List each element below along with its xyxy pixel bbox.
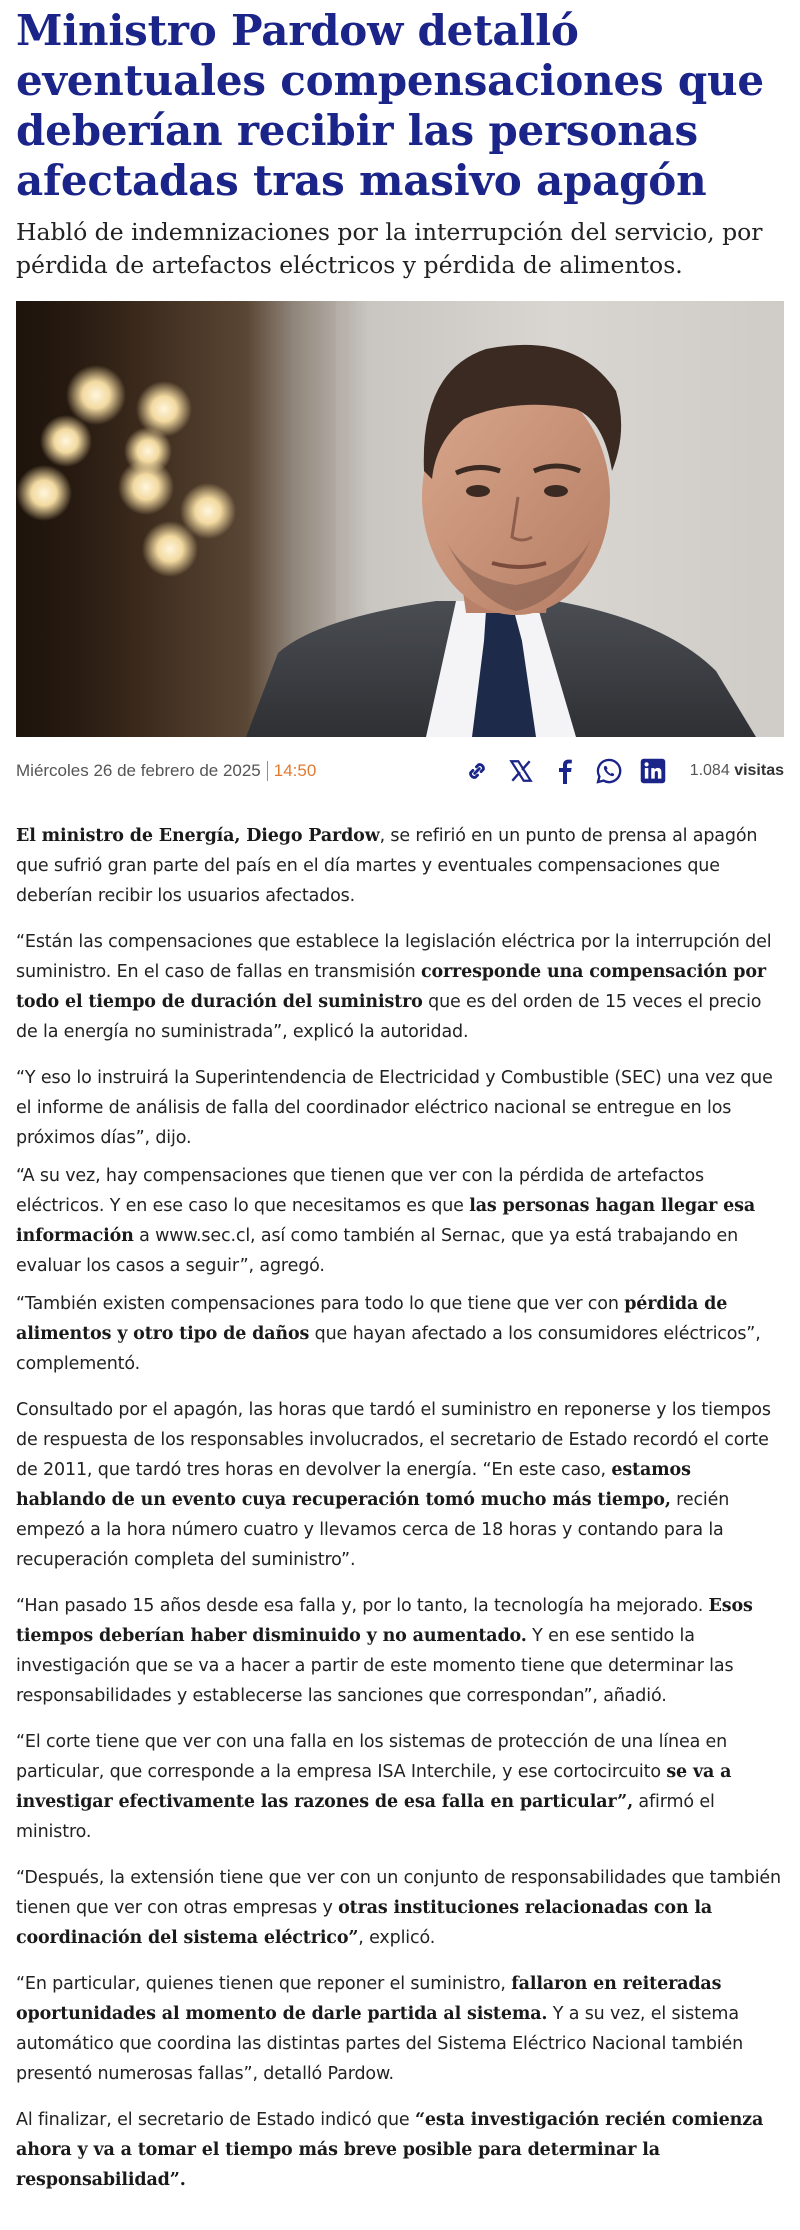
paragraph-text: “En particular, quienes tienen que reponer el suministro, [16, 1974, 512, 1994]
emphasized-text: corresponde una compensación por todo el tiempo de duración del suministro [16, 962, 766, 1012]
paragraph-text: Y en ese sentido la investigación que se va a hacer a partir de este momento tiene que determinar las responsabilidades y establecerse las sanciones que correspondan”, añadió. [16, 1626, 734, 1706]
link-icon[interactable] [462, 756, 492, 786]
emphasized-text: fallaron en reiteradas oportunidades al momento de darle partida al sistema. [16, 1974, 722, 2024]
article-paragraph [16, 1969, 784, 2089]
article-paragraph [16, 1863, 784, 1953]
emphasized-text: El ministro de Energía, Diego Pardow [16, 826, 380, 846]
portrait-illustration [16, 301, 784, 737]
article-body [16, 821, 784, 2195]
whatsapp-icon[interactable] [594, 756, 624, 786]
emphasized-text: otras instituciones relacionadas con la coordinación del sistema eléctrico” [16, 1898, 713, 1948]
paragraph-text: “Y eso lo instruirá la Superintendencia de Electricidad y Combustible (SEC) una vez que el informe de análisis de falla del coordinador eléctrico nacional se entregue en los próximos días”, dijo. [16, 1068, 773, 1148]
publish-time: 14:50 [273, 761, 317, 780]
article-paragraph [16, 821, 784, 911]
visit-label: visitas [734, 762, 784, 779]
article-meta-bar [16, 751, 784, 791]
paragraph-text: recién empezó a la hora número cuatro y llevamos cerca de 18 horas y contando para la recuperación completa del suministro”. [16, 1490, 730, 1570]
visit-counter [690, 762, 784, 780]
emphasized-text: “esta investigación recién comienza ahora y va a tomar el tiempo más breve posible para determinar la responsabilidad”. [16, 2110, 764, 2190]
article-paragraph [16, 1591, 784, 1711]
date-time-divider [267, 761, 268, 781]
hero-photo [16, 301, 784, 737]
paragraph-text: “También existen compensaciones para todo lo que tiene que ver con [16, 1294, 625, 1314]
article-paragraph [16, 1161, 784, 1281]
emphasized-text: se va a investigar efectivamente las razones de esa falla en particular”, [16, 1762, 732, 1812]
emphasized-text: pérdida de alimentos y otro tipo de daños [16, 1294, 728, 1344]
paragraph-text: “Están las compensaciones que establece la legislación eléctrica por la interrupción del suministro. En el caso de fallas en transmisión [16, 932, 772, 982]
article-headline: Ministro Pardow detalló eventuales compensaciones que deberían recibir las personas afectadas tras masivo apagón [16, 6, 764, 205]
paragraph-text: a www.sec.cl, así como también al Sernac, que ya está trabajando en evaluar los casos a seguir”, agregó. [16, 1226, 739, 1276]
paragraph-text: “El corte tiene que ver con una falla en los sistemas de protección de una línea en particular, que corresponde a la empresa ISA Interchile, y ese cortocircuito [16, 1732, 728, 1782]
article-paragraph [16, 1063, 784, 1153]
article-paragraph [16, 1395, 784, 1575]
paragraph-text: Consultado por el apagón, las horas que tardó el suministro en reponerse y los tiempos de respuesta de los responsables involucrados, el secretario de Estado recordó el corte de 2011, que tardó tres horas en devolver la energía. “En este caso, [16, 1400, 771, 1480]
article-subheadline: Habló de indemnizaciones por la interrupción del servicio, por pérdida de artefactos eléctricos y pérdida de alimentos. [16, 218, 763, 279]
emphasized-text: estamos hablando de un evento cuya recuperación tomó mucho más tiempo, [16, 1460, 691, 1510]
x-icon[interactable] [506, 756, 536, 786]
paragraph-text: que hayan afectado a los consumidores eléctricos”, complementó. [16, 1324, 761, 1374]
paragraph-text: “A su vez, hay compensaciones que tienen que ver con la pérdida de artefactos eléctricos. Y en ese caso lo que necesitamos es que [16, 1166, 705, 1216]
paragraph-text: “Han pasado 15 años desde esa falla y, por lo tanto, la tecnología ha mejorado. [16, 1596, 709, 1616]
emphasized-text: Esos tiempos deberían haber disminuido y no aumentado. [16, 1596, 753, 1646]
article-paragraph [16, 2105, 784, 2195]
article-paragraph [16, 927, 784, 1047]
article-paragraph [16, 1289, 784, 1379]
paragraph-text: , se refirió en un punto de prensa al apagón que sufrió gran parte del país en el día martes y eventuales compensaciones que deberían recibir los usuarios afectados. [16, 826, 758, 906]
paragraph-text: que es del orden de 15 veces el precio de la energía no suministrada”, explicó la autoridad. [16, 992, 762, 1042]
publish-date: Miércoles 26 de febrero de 2025 [16, 761, 261, 780]
linkedin-icon[interactable] [638, 756, 668, 786]
visit-count: 1.084 [689, 762, 730, 779]
paragraph-text: Y a su vez, el sistema automático que coordina las distintas partes del Sistema Eléctrico Nacional también presentó numerosas fallas”, detalló Pardow. [16, 2004, 744, 2084]
paragraph-text: , explicó. [358, 1928, 436, 1948]
paragraph-text: afirmó el ministro. [16, 1792, 715, 1842]
facebook-icon[interactable] [550, 756, 580, 786]
emphasized-text: las personas hagan llegar esa información [16, 1196, 756, 1246]
article-paragraph [16, 1727, 784, 1847]
paragraph-text: “Después, la extensión tiene que ver con un conjunto de responsabilidades que también tienen que ver con otras empresas y [16, 1868, 781, 1918]
share-bar [462, 756, 668, 786]
paragraph-text: Al finalizar, el secretario de Estado indicó que [16, 2110, 415, 2130]
